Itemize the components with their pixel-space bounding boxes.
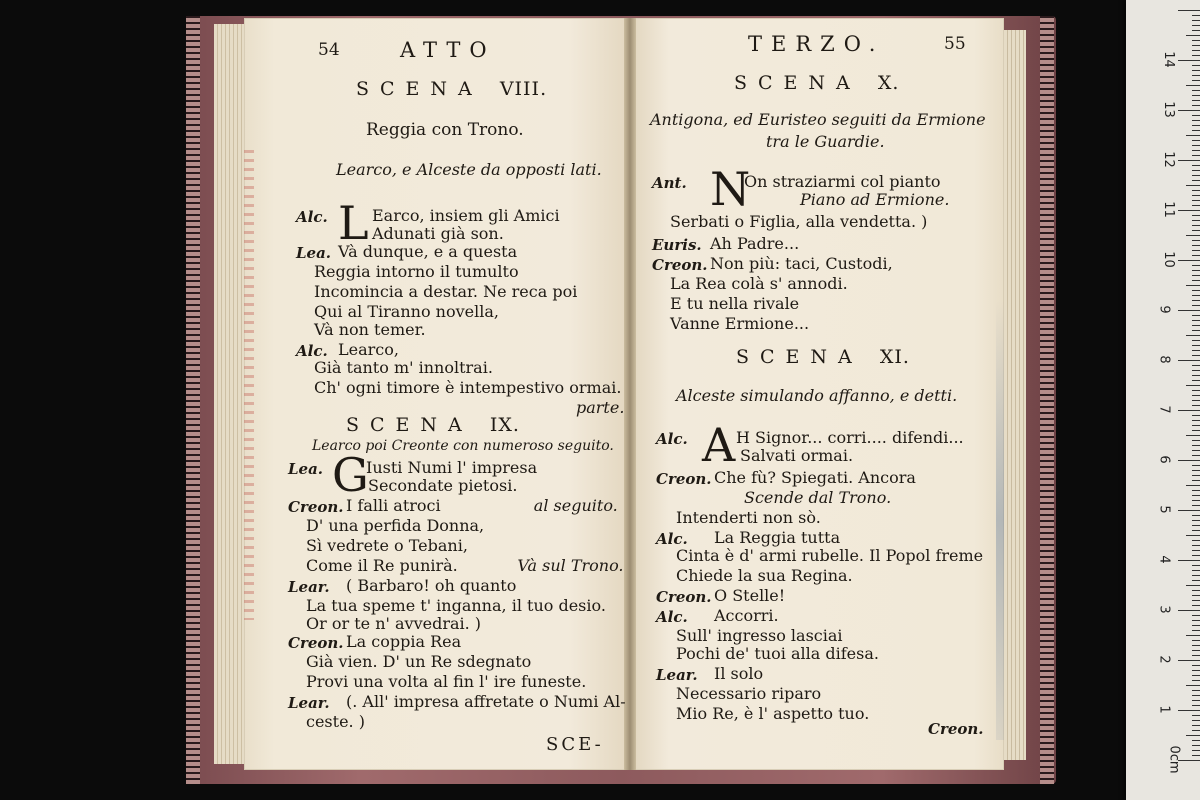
ruler-tick (1186, 485, 1200, 486)
verse-line: parte. (576, 398, 625, 417)
verse-line: O Stelle! (714, 586, 786, 605)
ruler-tick (1192, 375, 1200, 376)
scene-x-heading: SCENA X. (734, 72, 900, 94)
ruler-tick (1192, 530, 1200, 531)
ruler-tick (1192, 180, 1200, 181)
ruler-tick (1178, 260, 1200, 261)
red-stain (244, 150, 254, 620)
stage-direction: Và sul Trono. (517, 556, 624, 575)
ruler-tick (1192, 605, 1200, 606)
verse-line: Sì vedrete o Tebani, (306, 536, 468, 555)
ruler-tick (1192, 165, 1200, 166)
ruler-number: 3 (1156, 605, 1172, 614)
verse-line: Iusti Numi l' impresa (366, 458, 538, 477)
scene-viii-setting: Reggia con Trono. (366, 120, 524, 140)
ruler-tick (1192, 600, 1200, 601)
ruler-tick (1192, 50, 1200, 51)
ruler-tick (1192, 250, 1200, 251)
ruler-tick (1178, 710, 1200, 711)
ruler-tick (1192, 290, 1200, 291)
ruler-number: 9 (1156, 305, 1172, 314)
ruler-tick (1192, 55, 1200, 56)
ruler-tick (1192, 125, 1200, 126)
ruler-number: 6 (1156, 455, 1172, 464)
ruler-tick (1186, 435, 1200, 436)
ruler-tick (1192, 475, 1200, 476)
ruler-tick (1192, 430, 1200, 431)
verse-line: Salvati ormai. (740, 446, 854, 465)
ruler-tick (1178, 660, 1200, 661)
ruler-tick (1192, 75, 1200, 76)
ruler-tick (1192, 270, 1200, 271)
ruler-tick (1192, 40, 1200, 41)
ruler-tick (1192, 615, 1200, 616)
ruler-tick (1192, 395, 1200, 396)
speaker-label: Lear. (288, 578, 330, 596)
ruler-tick (1192, 300, 1200, 301)
verse-line: (. All' impresa affretate o Numi Al- (346, 692, 626, 711)
ruler-tick (1192, 445, 1200, 446)
ruler-tick (1192, 340, 1200, 341)
ruler-tick (1186, 85, 1200, 86)
verse-line: ceste. ) (306, 712, 365, 731)
ruler-tick (1192, 130, 1200, 131)
ruler-tick (1186, 685, 1200, 686)
verse-line: Come il Re punirà. (306, 556, 458, 575)
ruler-tick (1192, 525, 1200, 526)
ruler-tick (1192, 295, 1200, 296)
ruler-tick (1192, 70, 1200, 71)
ruler-tick (1192, 65, 1200, 66)
scene-viii-characters: Learco, e Alceste da opposti lati. (336, 160, 602, 179)
verse-line: Provi una volta al fin l' ire funeste. (306, 672, 587, 691)
speaker-label: Creon. (288, 634, 344, 652)
ruler-tick (1192, 315, 1200, 316)
ruler-tick (1192, 490, 1200, 491)
ruler-number: 0cm (1166, 745, 1182, 774)
speaker-label: Euris. (652, 236, 702, 254)
ruler-tick (1192, 140, 1200, 141)
ruler-tick (1192, 575, 1200, 576)
blue-tint (996, 300, 1004, 740)
ruler-tick (1192, 120, 1200, 121)
speaker-label: Lea. (288, 460, 324, 478)
verse-line: Qui al Tiranno novella, (314, 302, 499, 321)
verse-line: Incomincia a destar. Ne reca poi (314, 282, 578, 301)
verse-line: Reggia intorno il tumulto (314, 262, 519, 281)
ruler-tick (1192, 90, 1200, 91)
ruler-tick (1192, 105, 1200, 106)
cover-edge-right (1040, 16, 1054, 784)
ruler-number: 1 (1156, 705, 1172, 714)
ruler-tick (1192, 520, 1200, 521)
ruler-tick (1192, 370, 1200, 371)
ruler-tick (1178, 510, 1200, 511)
ruler-tick (1192, 390, 1200, 391)
speaker-label: Alc. (656, 608, 688, 626)
ruler-tick (1192, 115, 1200, 116)
ruler-tick (1192, 675, 1200, 676)
drop-cap: L (338, 196, 369, 250)
drop-cap: N (710, 162, 751, 216)
ruler-tick (1192, 470, 1200, 471)
verse-line: Serbati o Figlia, alla vendetta. ) (670, 212, 928, 231)
verse-line: La Reggia tutta (714, 528, 841, 547)
left-catchword: SCE- (546, 734, 604, 755)
ruler-tick (1192, 415, 1200, 416)
ruler-tick (1192, 380, 1200, 381)
verse-line: Earco, insiem gli Amici (372, 206, 560, 225)
right-page-number: 55 (944, 34, 966, 54)
scene-viii-heading: SCENA VIII. (356, 78, 548, 100)
ruler-tick (1186, 535, 1200, 536)
ruler-tick (1192, 705, 1200, 706)
ruler-tick (1192, 215, 1200, 216)
drop-cap: A (702, 418, 736, 472)
ruler-tick (1186, 235, 1200, 236)
speaker-label: Creon. (656, 470, 712, 488)
verse-line: Cinta è d' armi rubelle. Il Popol freme (676, 546, 984, 565)
ruler-tick (1192, 200, 1200, 201)
ruler-tick (1186, 335, 1200, 336)
ruler-tick (1192, 190, 1200, 191)
ruler-tick (1178, 210, 1200, 211)
ruler-tick (1192, 320, 1200, 321)
ruler-tick (1192, 80, 1200, 81)
ruler-tick (1192, 225, 1200, 226)
ruler-tick (1192, 670, 1200, 671)
page-edges-left (214, 24, 248, 764)
ruler-tick (1192, 175, 1200, 176)
ruler-number: 10 (1160, 251, 1176, 268)
left-page-number: 54 (318, 40, 340, 60)
ruler-number: 11 (1160, 201, 1176, 218)
ruler-tick (1178, 10, 1200, 11)
ruler-tick (1192, 645, 1200, 646)
verse-line: Accorri. (714, 606, 779, 625)
verse-line: Già vien. D' un Re sdegnato (306, 652, 532, 671)
ruler-tick (1192, 505, 1200, 506)
ruler-tick (1192, 595, 1200, 596)
ruler-tick (1192, 95, 1200, 96)
ruler-tick (1192, 245, 1200, 246)
verse-line: Adunati già son. (372, 224, 504, 243)
ruler-tick (1192, 730, 1200, 731)
verse-line: Vanne Ermione... (670, 314, 810, 333)
ruler-tick (1186, 735, 1200, 736)
ruler-tick (1192, 305, 1200, 306)
ruler-tick (1192, 15, 1200, 16)
speaker-label: Alc. (296, 208, 328, 226)
ruler-tick (1192, 620, 1200, 621)
ruler-tick (1178, 560, 1200, 561)
ruler-tick (1192, 275, 1200, 276)
verse-line: Ch' ogni timore è intempestivo ormai. (314, 378, 622, 397)
ruler-tick (1192, 325, 1200, 326)
cover-edge-left (186, 16, 200, 784)
ruler-tick (1192, 590, 1200, 591)
ruler-tick (1192, 205, 1200, 206)
ruler-tick (1178, 360, 1200, 361)
verse-line: Non più: taci, Custodi, (710, 254, 893, 273)
scene-xi-heading: SCENA XI. (736, 346, 910, 368)
verse-line: Piano ad Ermione. (800, 190, 950, 209)
ruler-tick (1186, 35, 1200, 36)
verse-line: Pochi de' tuoi alla difesa. (676, 644, 879, 663)
speaker-label: Alc. (296, 342, 328, 360)
ruler-tick (1192, 515, 1200, 516)
verse-line: Secondate pietosi. (368, 476, 518, 495)
ruler-tick (1192, 405, 1200, 406)
ruler-tick (1192, 330, 1200, 331)
ruler-number: 4 (1156, 555, 1172, 564)
ruler-tick (1192, 155, 1200, 156)
verse-line: Che fù? Spiegati. Ancora (714, 468, 916, 487)
verse-line: On straziarmi col pianto (744, 172, 941, 191)
ruler-tick (1178, 110, 1200, 111)
ruler-tick (1178, 160, 1200, 161)
ruler-tick (1192, 350, 1200, 351)
ruler-tick (1192, 655, 1200, 656)
ruler-tick (1192, 195, 1200, 196)
speaker-label: Creon. (288, 498, 344, 516)
ruler-tick (1186, 285, 1200, 286)
speaker-label: Ant. (652, 174, 687, 192)
stage-direction: al seguito. (533, 496, 618, 515)
ruler-tick (1192, 450, 1200, 451)
speaker-label: Creon. (656, 588, 712, 606)
scene-x-characters-line2: tra le Guardie. (766, 132, 885, 151)
ruler-tick (1192, 725, 1200, 726)
verse-line: La coppia Rea (346, 632, 462, 651)
ruler-tick (1192, 480, 1200, 481)
ruler-tick (1192, 425, 1200, 426)
ruler-tick (1192, 700, 1200, 701)
verse-line: La tua speme t' inganna, il tuo desio. (306, 596, 606, 615)
verse-line: Và non temer. (314, 320, 426, 339)
ruler-tick (1192, 420, 1200, 421)
ruler-tick (1186, 585, 1200, 586)
ruler-tick (1192, 345, 1200, 346)
ruler-number: 13 (1160, 101, 1176, 118)
ruler-tick (1192, 25, 1200, 26)
ruler-tick (1192, 695, 1200, 696)
ruler-tick (1186, 185, 1200, 186)
ruler-tick (1192, 720, 1200, 721)
ruler-tick (1192, 555, 1200, 556)
ruler-number: 5 (1156, 505, 1172, 514)
ruler-number: 14 (1160, 51, 1176, 68)
ruler-tick (1178, 60, 1200, 61)
ruler-tick (1192, 540, 1200, 541)
ruler-tick (1192, 690, 1200, 691)
ruler-tick (1192, 220, 1200, 221)
verse-line: Và dunque, e a questa (338, 242, 518, 261)
ruler-number: 2 (1156, 655, 1172, 664)
ruler-tick (1192, 750, 1200, 751)
ruler-tick (1192, 440, 1200, 441)
ruler-tick (1192, 465, 1200, 466)
verse-line: Sull' ingresso lasciai (676, 626, 843, 645)
ruler-tick (1192, 570, 1200, 571)
scene-x-characters-line1: Antigona, ed Euristeo seguiti da Ermione (650, 110, 986, 129)
verse-line: Mio Re, è l' aspetto tuo. (676, 704, 870, 723)
left-running-head: ATTO (400, 38, 496, 62)
ruler-tick (1192, 145, 1200, 146)
ruler-tick (1178, 310, 1200, 311)
ruler-tick (1192, 630, 1200, 631)
verse-line: Intenderti non sò. (676, 508, 821, 527)
ruler-number: 7 (1156, 405, 1172, 414)
ruler-tick (1192, 640, 1200, 641)
verse-line: H Signor... corri.... difendi... (736, 428, 964, 447)
ruler-tick (1178, 410, 1200, 411)
ruler-tick (1192, 365, 1200, 366)
scene-xi-characters: Alceste simulando affanno, e detti. (676, 386, 958, 405)
verse-line: Il solo (714, 664, 764, 683)
speaker-label: Lea. (296, 244, 332, 262)
verse-line: Or or te n' avvedrai. ) (306, 614, 482, 633)
ruler-number: 8 (1156, 355, 1172, 364)
ruler-tick (1192, 265, 1200, 266)
verse-line: I falli atroci (346, 496, 441, 515)
ruler-tick (1192, 240, 1200, 241)
ruler-tick (1192, 740, 1200, 741)
ruler-number: 12 (1160, 151, 1176, 168)
ruler-tick (1178, 460, 1200, 461)
verse-line: D' una perfida Donna, (306, 516, 485, 535)
speaker-label: Lear. (288, 694, 330, 712)
ruler-tick (1192, 550, 1200, 551)
ruler-tick (1186, 635, 1200, 636)
ruler-tick (1192, 580, 1200, 581)
verse-line: Chiede la sua Regina. (676, 566, 853, 585)
right-running-head: TERZO. (748, 32, 885, 56)
right-catchword: Creon. (928, 720, 984, 738)
ruler-tick (1192, 715, 1200, 716)
verse-line: La Rea colà s' annodi. (670, 274, 848, 293)
speaker-label: Creon. (652, 256, 708, 274)
verse-line: ( Barbaro! oh quanto (346, 576, 517, 595)
ruler-tick (1192, 665, 1200, 666)
verse-line: Ah Padre... (710, 234, 800, 253)
speaker-label: Lear. (656, 666, 698, 684)
verse-line: Necessario riparo (676, 684, 822, 703)
ruler-tick (1192, 170, 1200, 171)
ruler-tick (1192, 625, 1200, 626)
ruler-tick (1192, 150, 1200, 151)
ruler-tick (1192, 500, 1200, 501)
ruler-tick (1192, 45, 1200, 46)
verse-line: Già tanto m' innoltrai. (314, 358, 493, 377)
verse-line: Learco, (338, 340, 399, 359)
verse-line: E tu nella rivale (670, 294, 800, 313)
ruler-tick (1192, 400, 1200, 401)
ruler-tick (1192, 30, 1200, 31)
speaker-label: Alc. (656, 530, 688, 548)
verse-line: Scende dal Trono. (744, 488, 892, 507)
ruler-tick (1192, 280, 1200, 281)
ruler-tick (1192, 20, 1200, 21)
ruler-tick (1192, 455, 1200, 456)
ruler-tick (1192, 545, 1200, 546)
drop-cap: G (332, 448, 369, 502)
scene-ix-characters: Learco poi Creonte con numeroso seguito. (312, 438, 614, 454)
ruler-tick (1192, 755, 1200, 756)
ruler-tick (1192, 565, 1200, 566)
ruler-tick (1192, 680, 1200, 681)
ruler-tick (1192, 650, 1200, 651)
ruler-tick (1186, 385, 1200, 386)
book-gutter (624, 18, 636, 770)
ruler-tick (1192, 230, 1200, 231)
ruler-tick (1192, 355, 1200, 356)
ruler-tick (1192, 100, 1200, 101)
ruler-tick (1178, 610, 1200, 611)
scene-ix-heading: SCENA IX. (346, 414, 520, 436)
ruler-tick (1186, 135, 1200, 136)
ruler-tick (1192, 255, 1200, 256)
measuring-ruler (1126, 0, 1200, 800)
ruler-tick (1192, 495, 1200, 496)
speaker-label: Alc. (656, 430, 688, 448)
ruler-tick (1192, 745, 1200, 746)
